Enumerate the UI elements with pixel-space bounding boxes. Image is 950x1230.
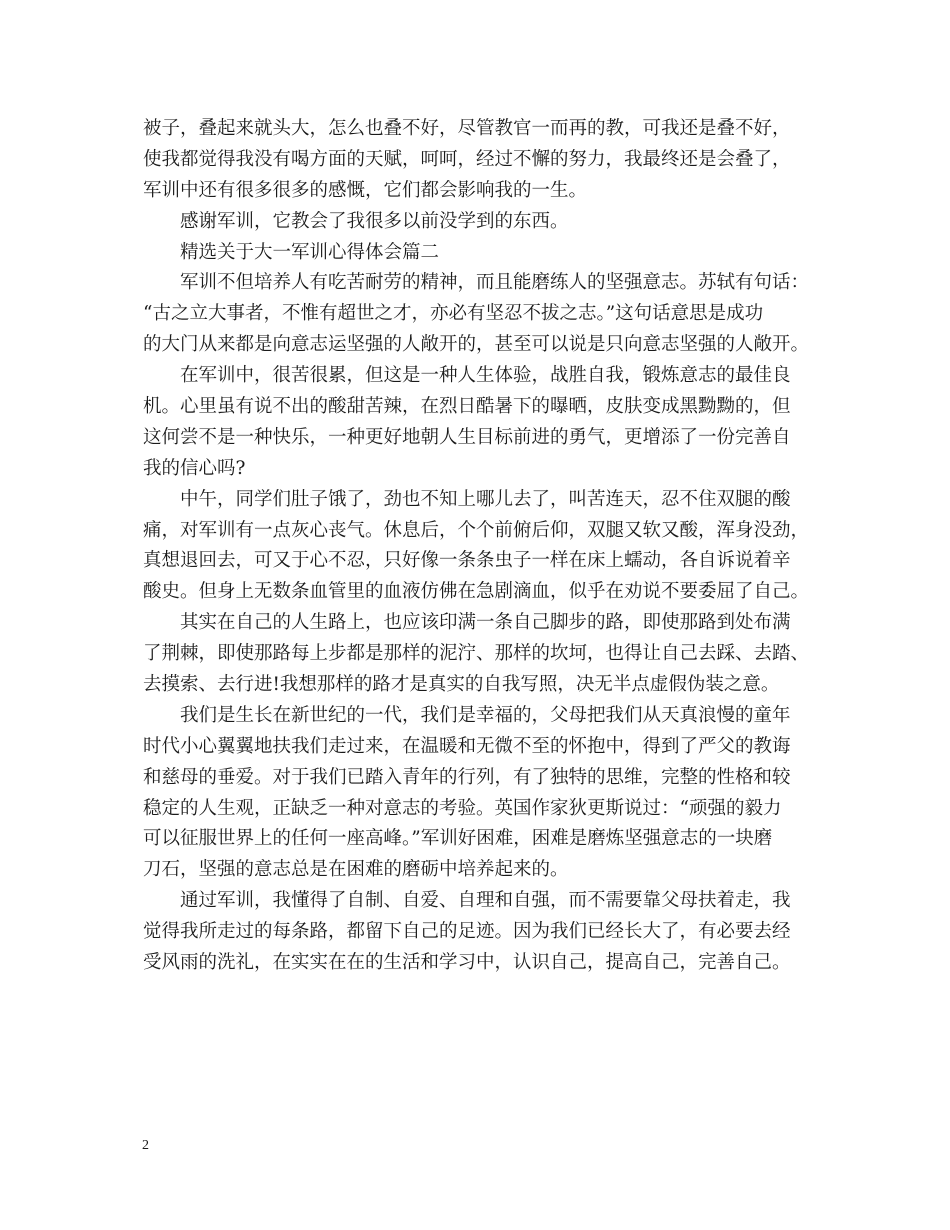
text-line-content: 使我都觉得我没有喝方面的天赋，呵呵，经过不懈的努力，我最终还是会叠了， — [143, 148, 791, 170]
text-line — [143, 577, 823, 608]
text-line — [143, 855, 823, 886]
text-line-content: 被子，叠起来就头大，怎么也叠不好，尽管教官一而再的教，可我还是叠不好， — [143, 118, 791, 139]
text-line — [143, 639, 823, 670]
text-line-content: 我们是生长在新世纪的一代，我们是幸福的，父母把我们从天真浪慢的童年 — [180, 704, 791, 726]
text-line-content: 通过军训，我懂得了自制、自爱、自理和自强，而不需要靠父母扶着走，我 — [180, 890, 791, 912]
text-line — [143, 145, 823, 176]
text-line-content: 感谢军训，它教会了我很多以前没学到的东西。 — [180, 210, 569, 232]
text-line-content: 去摸索、去行进!我想那样的路才是真实的自我写照，决无半点虚假伪装之意。 — [143, 674, 780, 696]
text-line — [143, 423, 823, 454]
text-line-content: “古之立大事者，不惟有超世之才，亦必有坚忍不拔之志。”这句话意思是成功 — [143, 303, 764, 325]
text-line-content: 其实在自己的人生路上，也应该印满一条自己脚步的路，即使那路到处布满 — [180, 612, 791, 634]
text-line — [143, 485, 823, 516]
text-line — [143, 330, 823, 361]
text-line-content: 刀石，坚强的意志总是在困难的磨砺中培养起来的。 — [143, 859, 569, 881]
text-line — [143, 701, 823, 732]
text-line — [143, 392, 823, 423]
text-line-content: 稳定的人生观，正缺乏一种对意志的考验。英国作家狄更斯说过：“顽强的毅力 — [143, 797, 782, 819]
page-number: 2 — [142, 1138, 149, 1153]
text-line — [143, 763, 823, 794]
text-line-content: 可以征服世界上的任何一座高峰。”军训好困难，困难是磨炼坚强意志的一块磨 — [143, 828, 773, 850]
text-line-content: 了荆棘，即使那路每上步都是那样的泥泞、那样的坎坷，也得让自己去踩、去踏、 — [143, 643, 810, 665]
text-line-content: 机。心里虽有说不出的酸甜苦辣，在烈日酷暑下的曝晒，皮肤变成黑黝黝的，但 — [143, 396, 791, 418]
text-line-content: 和慈母的垂爱。对于我们已踏入青年的行列，有了独特的思维，完整的性格和较 — [143, 766, 791, 788]
text-line-content: 军训中还有很多很多的感慨，它们都会影响我的一生。 — [143, 179, 588, 201]
text-line — [143, 794, 823, 825]
text-line — [143, 608, 823, 639]
text-line — [143, 546, 823, 577]
text-line — [143, 824, 823, 855]
text-line-content: 中午，同学们肚子饿了，劲也不知上哪儿去了，叫苦连天，忍不住双腿的酸 — [180, 488, 791, 510]
text-line-content: 痛，对军训有一点灰心丧气。休息后，个个前俯后仰，双腿又软又酸，浑身没劲， — [143, 519, 810, 541]
text-line — [143, 948, 823, 979]
text-line-content: 军训不但培养人有吃苦耐劳的精神，而且能磨练人的坚强意志。苏轼有句话： — [180, 272, 810, 294]
text-line-content: 酸史。但身上无数条血管里的血液仿佛在急剧滴血，似乎在劝说不要委屈了自己。 — [143, 581, 810, 603]
text-line — [143, 670, 823, 701]
text-line — [143, 176, 823, 207]
text-line — [143, 516, 823, 547]
text-line-content: 真想退回去，可又于心不忍，只好像一条条虫子一样在床上蠕动，各自诉说着辛 — [143, 550, 791, 572]
text-line-content: 受风雨的洗礼，在实实在在的生活和学习中，认识自己，提高自己，完善自己。 — [143, 952, 791, 974]
text-line — [143, 886, 823, 917]
text-line-content: 在军训中，很苦很累，但这是一种人生体验，战胜自我，锻炼意志的最佳良 — [180, 365, 791, 387]
text-line — [143, 268, 823, 299]
text-line-content: 精选关于大一军训心得体会篇二 — [180, 241, 440, 263]
text-line — [143, 454, 823, 485]
text-line — [143, 114, 823, 145]
text-line-content: 这何尝不是一种快乐，一种更好地朝人生目标前进的勇气，更增添了一份完善自 — [143, 426, 791, 448]
text-line — [143, 361, 823, 392]
text-line-content: 的大门从来都是向意志运坚强的人敞开的，甚至可以说是只向意志坚强的人敞开。 — [143, 334, 810, 356]
text-line — [143, 207, 823, 238]
text-line — [143, 299, 823, 330]
text-line-content: 时代小心翼翼地扶我们走过来，在温暖和无微不至的怀抱中，得到了严父的教诲 — [143, 735, 791, 757]
text-line — [143, 238, 823, 269]
text-line — [143, 732, 823, 763]
text-line-content: 我的信心吗? — [143, 457, 246, 479]
document-body — [143, 114, 823, 979]
text-line — [143, 917, 823, 948]
text-line-content: 觉得我所走过的每条路，都留下自己的足迹。因为我们已经长大了，有必要去经 — [143, 921, 791, 943]
